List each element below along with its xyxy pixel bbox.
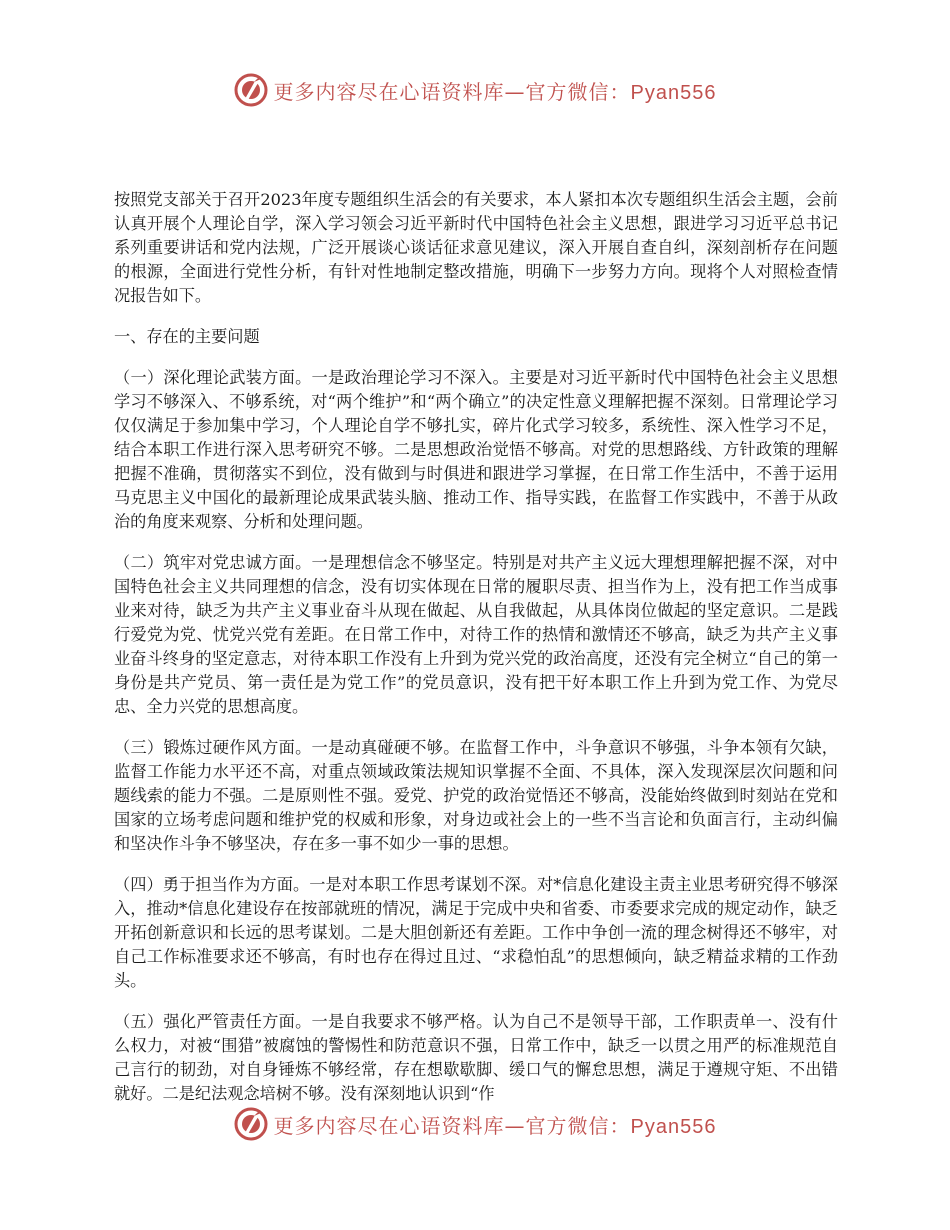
paragraph-3: （三）锻炼过硬作风方面。一是动真碰硬不够。在监督工作中，斗争意识不够强，斗争本领有欠缺，监督工作能力水平还不高，对重点领域政策法规知识掌握不全面、不具体，深入发现深层次问题和问题线索的能力不强。二是原则性不强。爱党、护党的政治觉悟还不够高，没能始终做到时刻站在党和国家的立场考虑问题和维护党的权威和形象，对身边或社会上的一些不当言论和负面言行，主动纠偏和坚决作斗争不够坚决，存在多一事不如少一事的思想。 <box>114 738 838 853</box>
logo-icon <box>234 1107 268 1141</box>
wechat-id: Pyan556 <box>630 81 717 104</box>
intro-paragraph: 按照党支部关于召开2023年度专题组织生活会的有关要求，本人紧扣本次专题组织生活会主题，会前认真开展个人理论自学，深入学习领会习近平新时代中国特色社会主义思想，跟进学习习近平总书记系列重要讲话和党内法规，广泛开展谈心谈话征求意见建议，深入开展自查自纠，深刻剖析存在问题的根源，全面进行党性分析，有针对性地制定整改措施，明确下一步努力方向。现将个人对照检查情况报告如下。 <box>114 190 838 305</box>
section-heading: 一、存在的主要问题 <box>114 327 260 346</box>
watermark-text: 更多内容尽在心语资料库—官方微信：Pyan556 <box>273 79 717 104</box>
watermark-banner-bottom <box>0 1104 950 1144</box>
watermark-banner-top <box>0 70 950 110</box>
logo-icon <box>234 73 268 107</box>
paragraph-4: （四）勇于担当作为方面。一是对本职工作思考谋划不深。对*信息化建设主责主业思考研究得不够深入，推动*信息化建设存在按部就班的情况，满足于完成中央和省委、市委要求完成的规定动作，缺乏开拓创新意识和长远的思考谋划。二是大胆创新还有差距。工作中争创一流的理念树得还不够牢，对自己工作标准要求还不够高，有时也存在得过且过、“求稳怕乱”的思想倾向，缺乏精益求精的工作劲头。 <box>114 875 838 990</box>
watermark-text: 更多内容尽在心语资料库—官方微信：Pyan556 <box>273 1113 717 1138</box>
paragraph-2: （二）筑牢对党忠诚方面。一是理想信念不够坚定。特别是对共产主义远大理想理解把握不深，对中国特色社会主义共同理想的信念，没有切实体现在日常的履职尽责、担当作为上，没有把工作当成事业来对待，缺乏为共产主义事业奋斗从现在做起、从自我做起，从具体岗位做起的坚定意识。二是践行爱党为党、忧党兴党有差距。在日常工作中，对待工作的热情和激情还不够高，缺乏为共产主义事业奋斗终身的坚定意志，对待本职工作没有上升到为党兴党的政治高度，还没有完全树立“自己的第一身份是共产党员、第一责任是为党工作”的党员意识，没有把干好本职工作上升到为党工作、为党尽忠、全力兴党的思想高度。 <box>114 553 838 716</box>
document-body <box>114 188 838 1123</box>
paragraph-5: （五）强化严管责任方面。一是自我要求不够严格。认为自己不是领导干部，工作职责单一、没有什么权力，对被“围猎”被腐蚀的警惕性和防范意识不强，日常工作中，缺乏一以贯之用严的标准规范自己言行的韧劲，对自身锤炼不够经常，存在想歇歇脚、缓口气的懈怠思想，满足于遵规守矩、不出错就好。二是纪法观念培树不够。没有深刻地认识到“作 <box>114 1012 838 1103</box>
wechat-id: Pyan556 <box>630 1115 717 1138</box>
paragraph-1: （一）深化理论武装方面。一是政治理论学习不深入。主要是对习近平新时代中国特色社会主义思想学习不够深入、不够系统，对“两个维护”和“两个确立”的决定性意义理解把握不深刻。日常理论学习仅仅满足于参加集中学习，个人理论自学不够扎实，碎片化式学习较多，系统性、深入性学习不足，结合本职工作进行深入思考研究不够。二是思想政治觉悟不够高。对党的思想路线、方针政策的理解把握不准确，贯彻落实不到位，没有做到与时俱进和跟进学习掌握，在日常工作生活中，不善于运用马克思主义中国化的最新理论成果武装头脑、推动工作、指导实践，在监督工作实践中，不善于从政治的角度来观察、分析和处理问题。 <box>114 368 838 531</box>
